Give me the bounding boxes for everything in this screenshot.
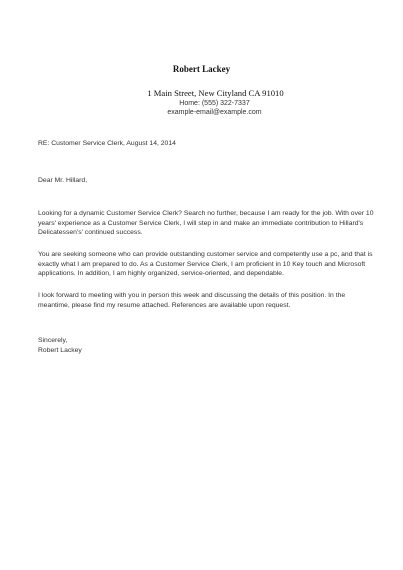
sender-name: Robert Lackey: [172, 64, 231, 74]
body-paragraph-2: You are seeking someone who can provide outstanding customer service and competently use a pc, and that is exactly what I am prepared to do. As a Customer Service Clerk, I am proficient in 10 Key touch and Microsoft applications. In addition, I am highly organized, service-oriented, and dependable.: [38, 251, 373, 277]
sender-address: 1 Main Street, New Cityland CA 91010: [147, 88, 284, 98]
signature-name: Robert Lackey: [38, 347, 82, 354]
closing: Sincerely,: [38, 337, 68, 344]
subject-line: RE: Customer Service Clerk, August 14, 2014: [38, 140, 176, 147]
salutation: Dear Mr. Hillard,: [38, 177, 88, 184]
body-paragraph-1: Looking for a dynamic Customer Service Clerk? Search no further, because I am ready for the job. With over 10 years' experience as a Customer Service Clerk, I will step in and make an immediate contribution to Hillard's Delicatessen's' continued success.: [38, 210, 374, 236]
sender-email: example-email@example.com: [167, 109, 262, 116]
sender-phone: Home: (555) 322-7337: [179, 100, 250, 107]
body-paragraph-3: I look forward to meeting with you in person this week and discussing the details of this position. In the meantime, please find my resume attached. References are available upon request.: [38, 292, 346, 309]
